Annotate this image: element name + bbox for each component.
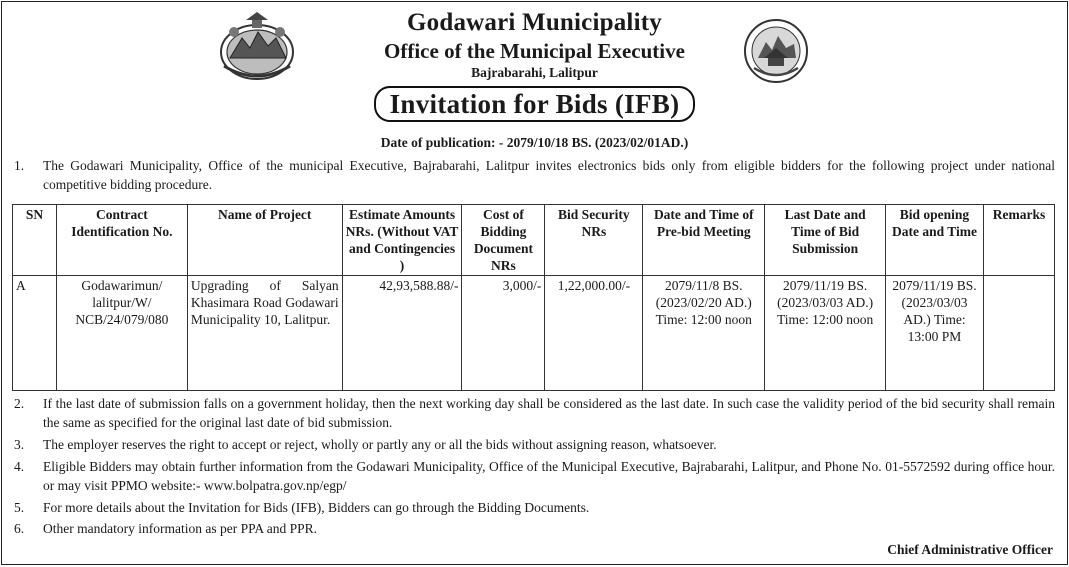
header-prebid: Date and Time of Pre-bid Meeting (643, 205, 765, 276)
paragraph-number: 2. (14, 396, 25, 411)
cell-remarks (983, 276, 1054, 391)
paragraph-2 (14, 395, 1055, 432)
header-estimate: Estimate Amounts NRs. (Without VAT and Contingencies ) (342, 205, 462, 276)
paragraph-4 (14, 458, 1055, 495)
cell-contract-id: Godawarimun/ lalitpur/W/ NCB/24/079/080 (56, 276, 187, 391)
table-header-row (13, 205, 1055, 276)
paragraph-number: 6. (14, 521, 25, 536)
cell-opening: 2079/11/19 BS. (2023/03/03 AD.) Time: 13:00 PM (886, 276, 984, 391)
paragraph-3 (14, 436, 1055, 455)
paragraph-6 (14, 520, 1055, 539)
paragraph-text: For more details about the Invitation for Bids (IFB), Bidders can go through the Bidding Documents. (43, 500, 590, 515)
publication-date: Date of publication: - 2079/10/18 BS. (2023/02/01AD.) (380, 135, 689, 150)
cell-estimate: 42,93,588.88/- (342, 276, 462, 391)
table-row (13, 276, 1055, 391)
bids-table (12, 204, 1055, 391)
paragraph-text: The employer reserves the right to accept or reject, wholly or partly any or all the bids without assigning reason, whatsoever. (43, 437, 717, 452)
header-last-date: Last Date and Time of Bid Submission (765, 205, 886, 276)
paragraph-number: 1. (14, 158, 25, 173)
header-remarks: Remarks (983, 205, 1054, 276)
paragraph-number: 3. (14, 437, 25, 452)
paragraph-5 (14, 499, 1055, 518)
cell-project: Upgrading of Salyan Khasimara Road Godawari Municipality 10, Lalitpur. (187, 276, 342, 391)
header-sn: SN (13, 205, 57, 276)
paragraph-text: Other mandatory information as per PPA and PPR. (43, 521, 317, 536)
header-opening: Bid opening Date and Time (886, 205, 984, 276)
paragraph-text: Eligible Bidders may obtain further information from the Godawari Municipality, Office of the Municipal Executive, Bajrabarahi, Lalitpur, and Phone No. 01-5572592 during office hour. or may visit PPMO website:- www.bolpatra.gov.np/egp/ (43, 459, 1055, 493)
notice-page (1, 1, 1068, 565)
paragraph-1 (14, 157, 1055, 194)
paragraph-number: 5. (14, 500, 25, 515)
paragraph-text: The Godawari Municipality, Office of the municipal Executive, Bajrabarahi, Lalitpur invites electronics bids only from eligible bidders for the following project under national competitive bidding procedure. (43, 158, 1055, 192)
notice-header (2, 8, 1067, 122)
office-name: Office of the Municipal Executive (384, 39, 685, 63)
notice-title: Invitation for Bids (IFB) (374, 86, 696, 122)
header-security: Bid Security NRs (545, 205, 643, 276)
cell-doc-cost: 3,000/- (462, 276, 545, 391)
paragraph-text: If the last date of submission falls on a government holiday, then the next working day shall be considered as the last date. In such case the validity period of the bid security shall remain the same as specified for the original last date of bid submission. (43, 396, 1055, 430)
signatory-title: Chief Administrative Officer (887, 542, 1053, 557)
cell-sn: A (13, 276, 57, 391)
paragraph-number: 4. (14, 459, 25, 474)
header-doc-cost: Cost of Bidding Document NRs (462, 205, 545, 276)
office-address: Bajrabarahi, Lalitpur (471, 65, 598, 80)
cell-last-date: 2079/11/19 BS. (2023/03/03 AD.) Time: 12:00 noon (765, 276, 886, 391)
cell-prebid: 2079/11/8 BS. (2023/02/20 AD.) Time: 12:00 noon (643, 276, 765, 391)
municipality-name: Godawari Municipality (407, 9, 662, 36)
header-contract-id: Contract Identification No. (56, 205, 187, 276)
cell-security: 1,22,000.00/- (545, 276, 643, 391)
header-project: Name of Project (187, 205, 342, 276)
